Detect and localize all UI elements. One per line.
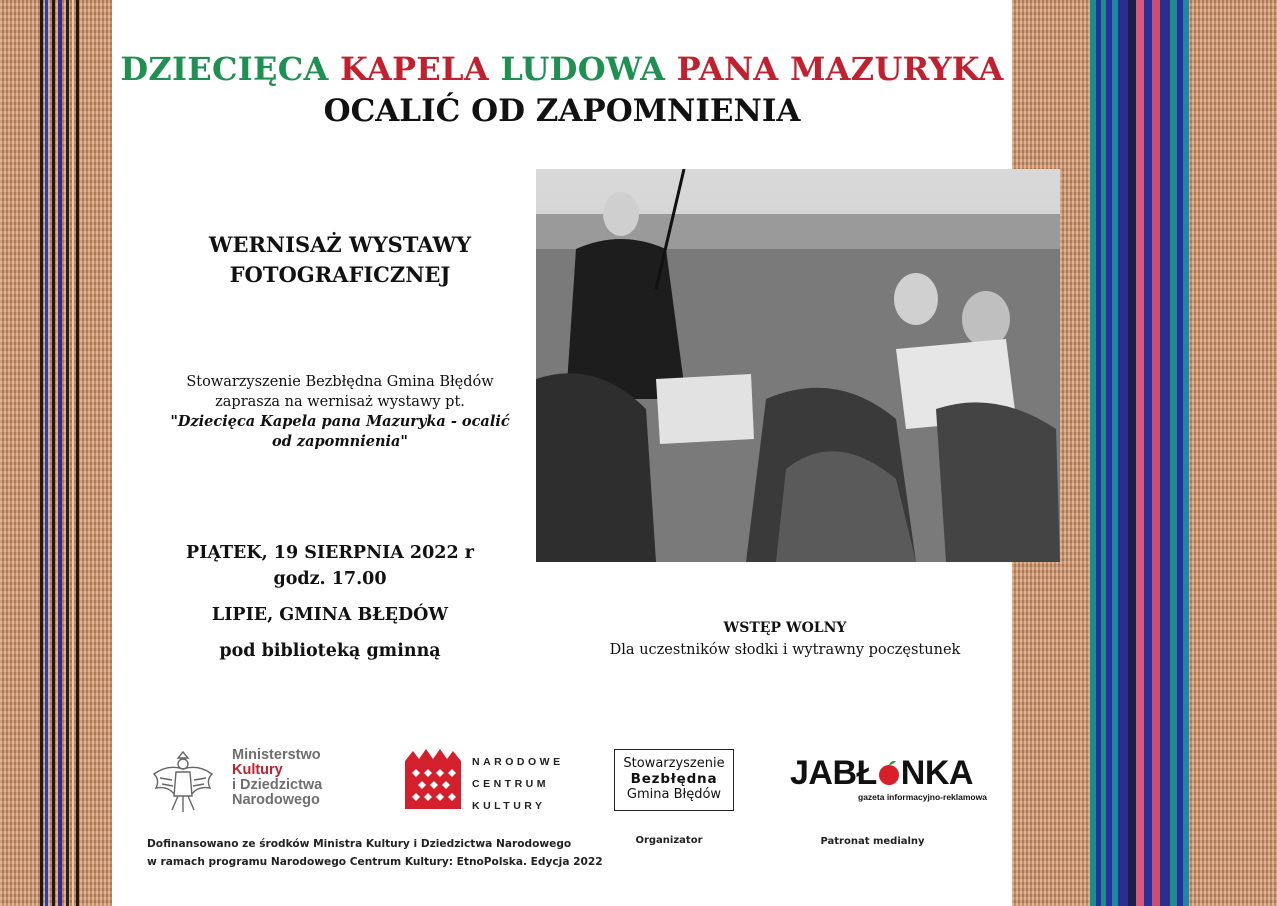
fabric-stripe <box>72 0 74 906</box>
photo-illustration <box>536 169 1060 562</box>
photo-conductor-head <box>603 192 639 236</box>
fabric-stripe <box>45 0 48 906</box>
jablonka-name-part: JABŁ <box>790 754 877 792</box>
invitation-line: zaprasza na wernisaż wystawy pt. <box>215 394 465 410</box>
fabric-stripe <box>1160 0 1170 906</box>
invitation-text <box>150 372 530 452</box>
exhibition-title-quote: od zapomnienia" <box>272 433 408 450</box>
event-date: PIĄTEK, 19 SIERPNIA 2022 r <box>186 543 474 563</box>
fabric-stripe <box>1170 0 1177 906</box>
ministry-logo-text <box>232 748 322 808</box>
main-title <box>112 50 1012 88</box>
jablonka-logo-name <box>790 754 973 793</box>
photo-musician-back <box>536 373 656 562</box>
nck-logo-line: NARODOWE <box>472 756 564 768</box>
event-venue: pod biblioteką gminną <box>219 641 441 661</box>
title-part: KAPELA <box>340 50 501 88</box>
title-part: LUDOWA <box>500 50 677 88</box>
fabric-stripe <box>1136 0 1144 906</box>
event-place: LIPIE, GMINA BŁĘDÓW <box>211 605 449 625</box>
funding-note <box>147 835 607 871</box>
apple-icon <box>877 756 901 782</box>
fabric-stripe <box>40 0 43 906</box>
ministry-logo <box>148 744 348 816</box>
fabric-stripe <box>1183 0 1189 906</box>
nck-logo-line: KULTURY <box>472 800 546 812</box>
left-fabric-border <box>0 0 112 906</box>
association-logo <box>614 749 734 811</box>
fabric-stripe <box>1144 0 1152 906</box>
fabric-stripe <box>66 0 69 906</box>
photo-musician <box>894 273 938 325</box>
event-details <box>150 540 510 664</box>
ministry-logo-line: i Dziedzictwa <box>232 777 323 793</box>
photo-musician-right <box>936 402 1060 562</box>
subtitle: OCALIĆ OD ZAPOMNIENIA <box>323 93 801 129</box>
invitation-line: Stowarzyszenie Bezbłędna Gmina Błędów <box>186 374 494 390</box>
exhibition-heading-line: FOTOGRAFICZNEJ <box>229 262 451 287</box>
association-logo-line: Bezbłędna <box>630 771 718 787</box>
free-entry: WSTĘP WOLNY <box>723 620 847 636</box>
jablonka-name-part: NKA <box>900 754 973 792</box>
jablonka-logo <box>790 754 990 804</box>
nck-logo-line: CENTRUM <box>472 778 549 790</box>
archival-photo <box>536 169 1060 562</box>
fabric-stripe <box>1128 0 1136 906</box>
funding-line: w ramach programu Narodowego Centrum Kultury: EtnoPolska. Edycja 2022 <box>147 856 603 868</box>
exhibition-heading <box>160 230 520 290</box>
funding-line: Dofinansowano ze środków Ministra Kultury i Dziedzictwa Narodowego <box>147 838 572 850</box>
refreshments-note: Dla uczestników słodki i wytrawny poczęstunek <box>609 642 961 658</box>
event-time: godz. 17.00 <box>273 569 387 589</box>
entry-info <box>590 619 980 659</box>
ministry-logo-line: Kultury <box>232 762 283 778</box>
photo-musician <box>962 291 1010 347</box>
nck-logo <box>405 747 575 813</box>
fabric-stripe <box>58 0 62 906</box>
association-logo-line: Stowarzyszenie <box>623 756 725 771</box>
jablonka-tagline: gazeta informacyjno-reklamowa <box>858 792 987 802</box>
eagle-emblem-icon <box>148 744 218 816</box>
exhibition-heading-line: WERNISAŻ WYSTAWY <box>208 232 472 257</box>
ministry-logo-line: Narodowego <box>232 792 320 808</box>
exhibition-title-quote: "Dziecięca Kapela pana Mazuryka - ocalić <box>170 413 510 430</box>
title-part: PANA MAZURYKA <box>676 50 1004 88</box>
association-logo-line: Gmina Błędów <box>626 787 722 802</box>
fabric-stripe <box>1118 0 1128 906</box>
media-patron-label: Patronat medialny <box>820 836 925 847</box>
nck-logo-text <box>472 751 564 817</box>
nck-emblem-icon <box>405 747 461 809</box>
organizer-label: Organizator <box>635 835 703 846</box>
ministry-logo-line: Ministerstwo <box>232 747 321 763</box>
fabric-stripe <box>76 0 79 906</box>
title-part: DZIECIĘCA <box>120 50 341 88</box>
fabric-stripe <box>1152 0 1160 906</box>
photo-sheet-music <box>656 374 754 444</box>
fabric-stripe <box>52 0 55 906</box>
